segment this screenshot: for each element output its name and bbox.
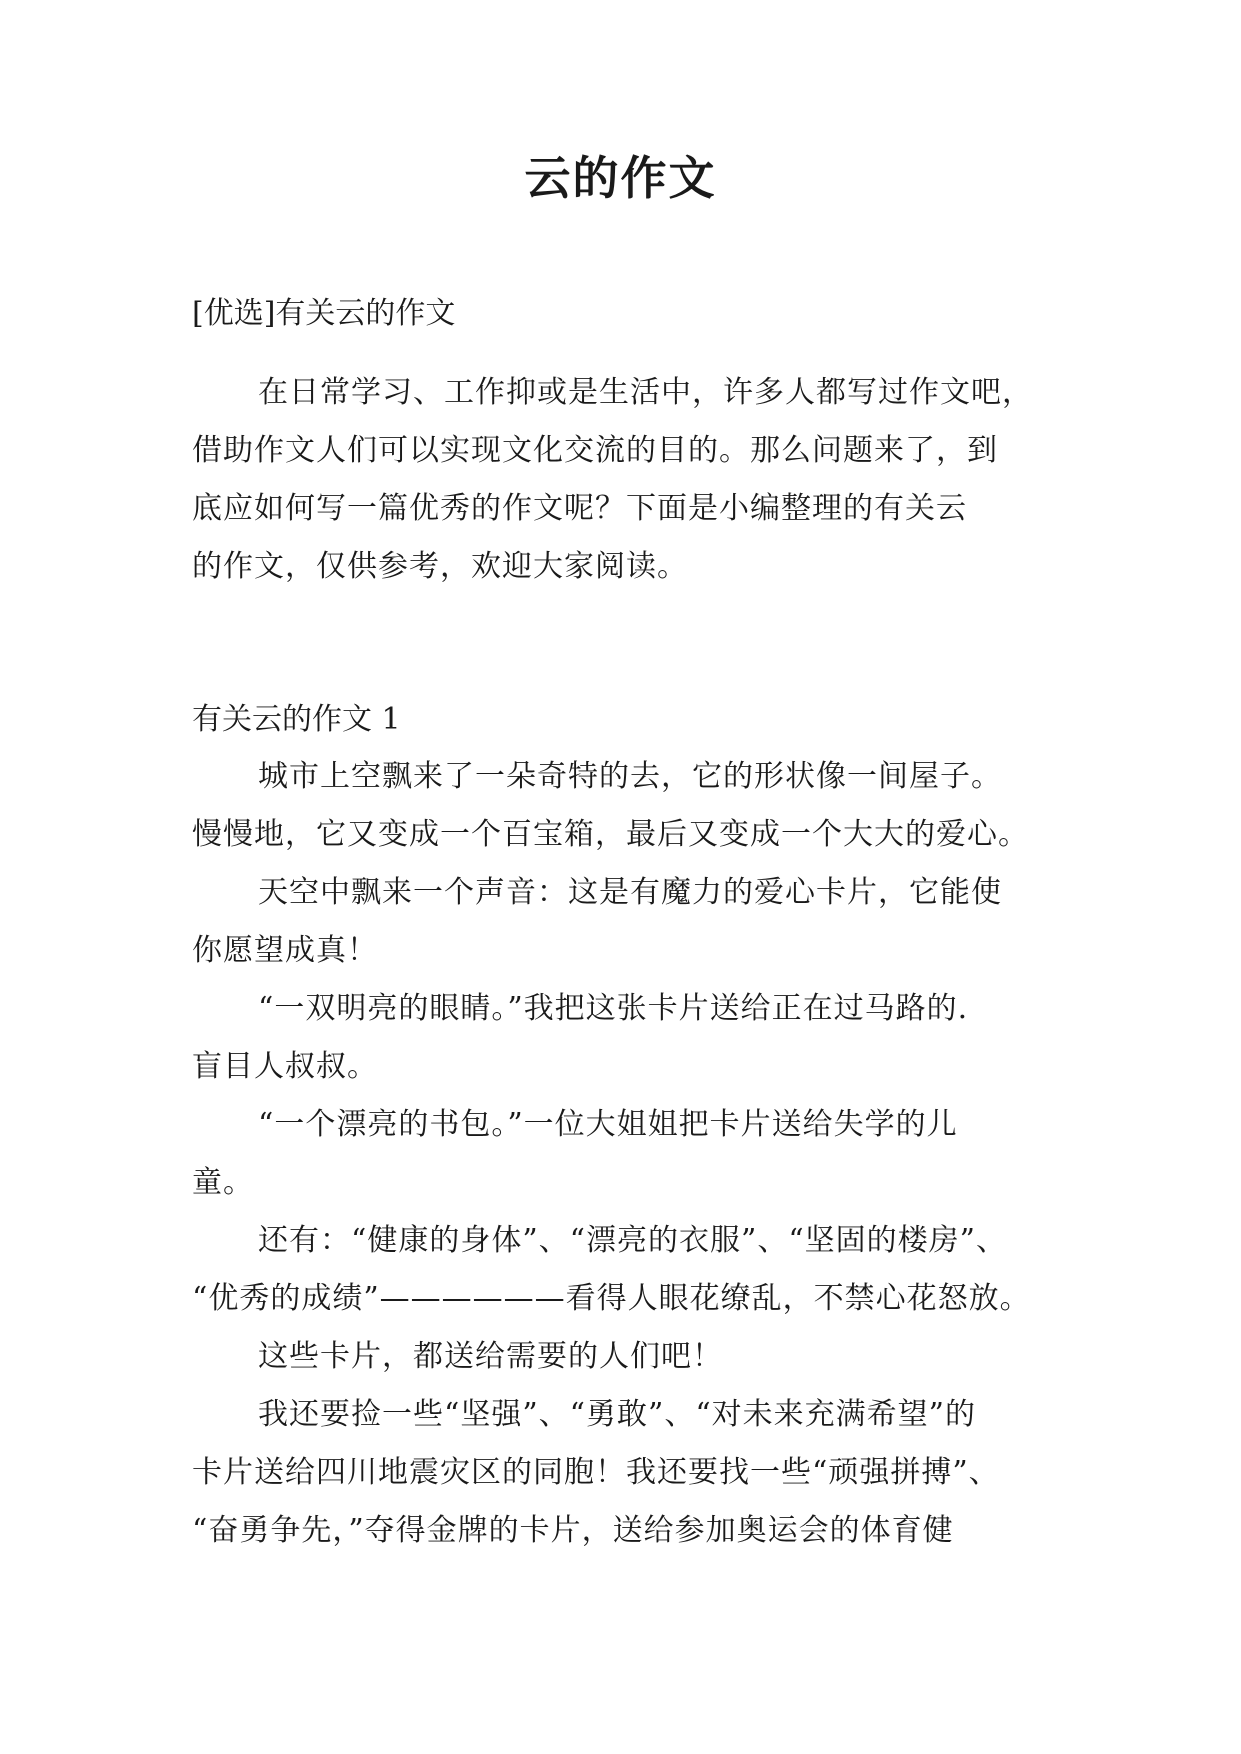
document-subtitle: [优选]有关云的作文: [192, 296, 456, 331]
intro-paragraph: [192, 364, 1033, 596]
text-line: “一个漂亮的书包。”一位大姐姐把卡片送给失学的儿: [258, 1107, 958, 1142]
text-line: 天空中飘来一个声音：这是有魔力的爱心卡片，它能使: [258, 875, 1002, 910]
text-line: 这些卡片，都送给需要的人们吧！: [258, 1339, 723, 1374]
text-line: 借助作文人们可以实现文化交流的目的。那么问题来了，到: [192, 433, 998, 468]
text-line: 底应如何写一篇优秀的作文呢？下面是小编整理的有关云: [192, 491, 967, 526]
section-heading: 有关云的作文 1: [192, 702, 401, 737]
essay-body: [192, 748, 1031, 1560]
text-line: “奋勇争先，”夺得金牌的卡片，送给参加奥运会的体育健: [192, 1513, 954, 1548]
text-line: 盲目人叔叔。: [192, 1049, 378, 1084]
text-line: 在日常学习、工作抑或是生活中，许多人都写过作文吧，: [258, 375, 1033, 410]
text-line: “优秀的成绩”——————看得人眼花缭乱，不禁心花怒放。: [192, 1281, 1031, 1316]
text-line: “一双明亮的眼睛。”我把这张卡片送给正在过马路的.: [258, 991, 969, 1026]
text-line: 我还要捡一些“坚强”、“勇敢”、“对未来充满希望”的: [258, 1397, 977, 1432]
text-line: 还有：“健康的身体”、“漂亮的衣服”、“坚固的楼房”、: [258, 1223, 1008, 1258]
text-line: 城市上空飘来了一朵奇特的去，它的形状像一间屋子。: [258, 759, 1002, 794]
document-title: 云的作文: [524, 151, 717, 205]
text-line: 卡片送给四川地震灾区的同胞！我还要找一些“顽强拼搏”、: [192, 1455, 1000, 1490]
text-line: 的作文，仅供参考，欢迎大家阅读。: [192, 549, 688, 584]
text-line: 童。: [192, 1165, 254, 1200]
text-line: 你愿望成真！: [192, 933, 378, 968]
text-line: 慢慢地，它又变成一个百宝箱，最后又变成一个大大的爱心。: [192, 817, 1029, 852]
